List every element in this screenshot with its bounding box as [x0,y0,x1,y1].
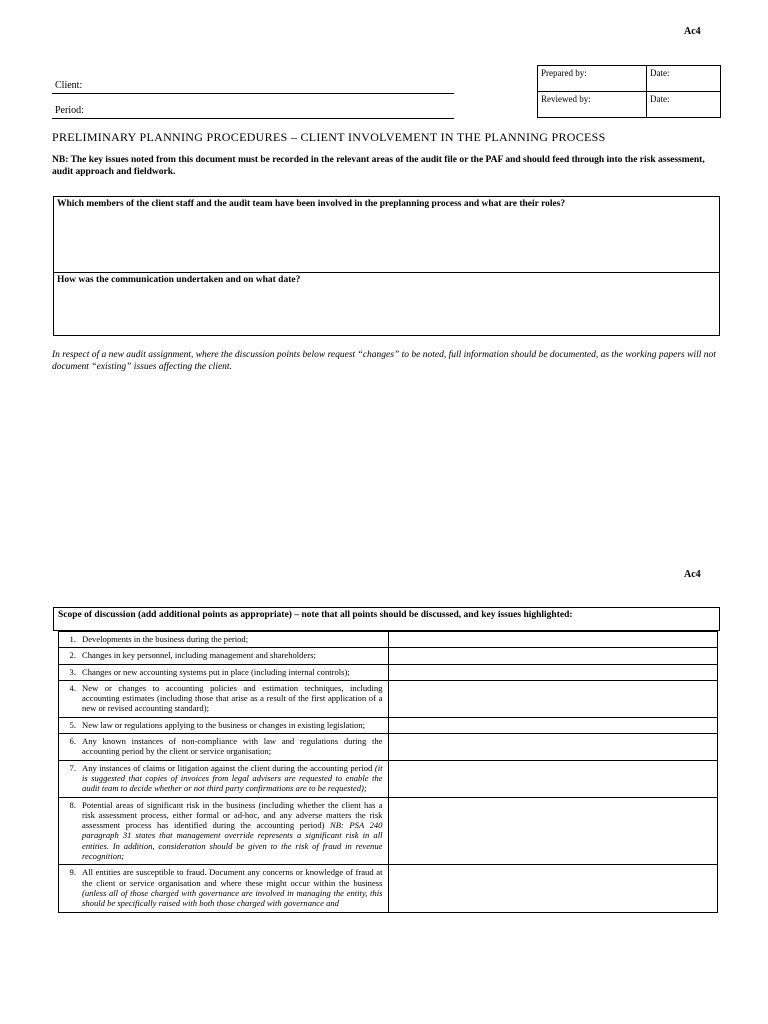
scope-row [59,865,718,912]
page-reference-2: Ac4 [684,569,701,580]
scope-response-cell[interactable] [389,760,718,797]
scope-response-cell[interactable] [389,734,718,761]
scope-item-guidance: (unless all of those charged with governance are involved in managing the entity, this should be specifically raised with both those charged with governance and [82,887,383,909]
scope-item [59,717,389,733]
scope-item-text: Changes or new accounting systems put in place (including internal controls); [82,666,350,677]
scope-item [59,648,389,664]
scope-item-text: Developments in the business during the period; [82,634,249,644]
prepared-by-cell[interactable]: Prepared by: [538,66,647,92]
reviewed-by-cell[interactable]: Reviewed by: [538,92,647,118]
scope-response-cell[interactable] [389,797,718,865]
scope-row [59,648,718,664]
scope-row [59,632,718,648]
scope-item-text: Any instances of claims or litigation against the client during the accounting period [82,762,373,773]
question-communication-date[interactable]: How was the communication undertaken and on what date? [57,275,301,285]
scope-row [59,760,718,797]
scope-item [59,632,389,648]
scope-response-cell[interactable] [389,680,718,717]
scope-item-number: 9. [69,867,76,878]
scope-row [59,734,718,761]
scope-response-cell[interactable] [389,717,718,733]
scope-item [59,760,389,797]
scope-item-number: 8. [69,799,76,810]
scope-item-number: 6. [69,736,76,747]
scope-table [58,631,718,913]
scope-item [59,680,389,717]
scope-item-number: 5. [69,719,76,730]
period-field-line[interactable] [52,118,454,119]
client-label: Client: [55,80,83,91]
scope-item [59,797,389,865]
scope-heading: Scope of discussion (add additional points as appropriate) – note that all points should be discussed, and key issues highlighted: [53,607,720,631]
scope-item-number: 3. [69,666,76,677]
signoff-table [537,65,721,118]
scope-row [59,664,718,680]
period-label: Period: [55,105,84,116]
scope-item-number: 2. [69,650,76,661]
scope-response-cell[interactable] [389,664,718,680]
scope-row [59,797,718,865]
scope-response-cell[interactable] [389,865,718,912]
scope-item [59,734,389,761]
page-reference: Ac4 [684,26,701,37]
scope-item-number: 7. [69,762,76,773]
scope-item-guidance: NB: PSA 240 paragraph 31 states that management override represents a significant risk in all entities. In addition, consideration should be given to the risk of fraud in revenue recognition; [82,820,383,862]
scope-item-text: New or changes to accounting policies and estimation techniques, including accounting estimates (including those that arise as a result of the first application of a new or revised accounting standard); [82,682,383,714]
scope-item-text: All entities are susceptible to fraud. Document any concerns or knowledge of fraud at the client or service organisation and where these might occur within the business [82,867,383,888]
scope-item-text: New law or regulations applying to the business or changes in existing legislation; [82,719,366,730]
scope-item-text: Any known instances of non-compliance with law and regulations during the accounting period by the client or service organisation; [82,736,383,757]
page-title: PRELIMINARY PLANNING PROCEDURES – CLIENT INVOLVEMENT IN THE PLANNING PROCESS [52,130,606,144]
scope-item [59,865,389,912]
scope-item [59,664,389,680]
scope-item-guidance: (it is suggested that copies of invoices from legal advisers are requested to enable the audit team to decide whether or not third party confirmations are to be requested); [82,762,383,794]
scope-item-number: 4. [69,682,76,693]
scope-row [59,717,718,733]
scope-item-number: 1. [69,634,76,644]
new-assignment-note: In respect of a new audit assignment, where the discussion points below request “changes” to be noted, full information should be documented, as the working papers will not document “existing” issues affecting the client. [52,350,716,372]
scope-response-cell[interactable] [389,632,718,648]
reviewed-date-cell[interactable]: Date: [647,92,721,118]
scope-item-text: Changes in key personnel, including management and shareholders; [82,650,316,661]
involvement-box [53,196,720,336]
prepared-date-cell[interactable]: Date: [647,66,721,92]
scope-item-text: Potential areas of significant risk in the business (including whether the client has a risk assessment process, either formal or ad-hoc, and any adverse matters the risk assessment process has identified during the accounting period) [82,799,383,831]
scope-row [59,680,718,717]
scope-response-cell[interactable] [389,648,718,664]
nb-note: NB: The key issues noted from this document must be recorded in the relevant areas of the audit file or the PAF and should feed through into the risk assessment, audit approach and fieldwork. [52,155,705,177]
client-field-line[interactable] [52,93,454,94]
question-members-roles[interactable]: Which members of the client staff and the audit team have been involved in the preplanning process and what are their roles? [54,197,719,273]
